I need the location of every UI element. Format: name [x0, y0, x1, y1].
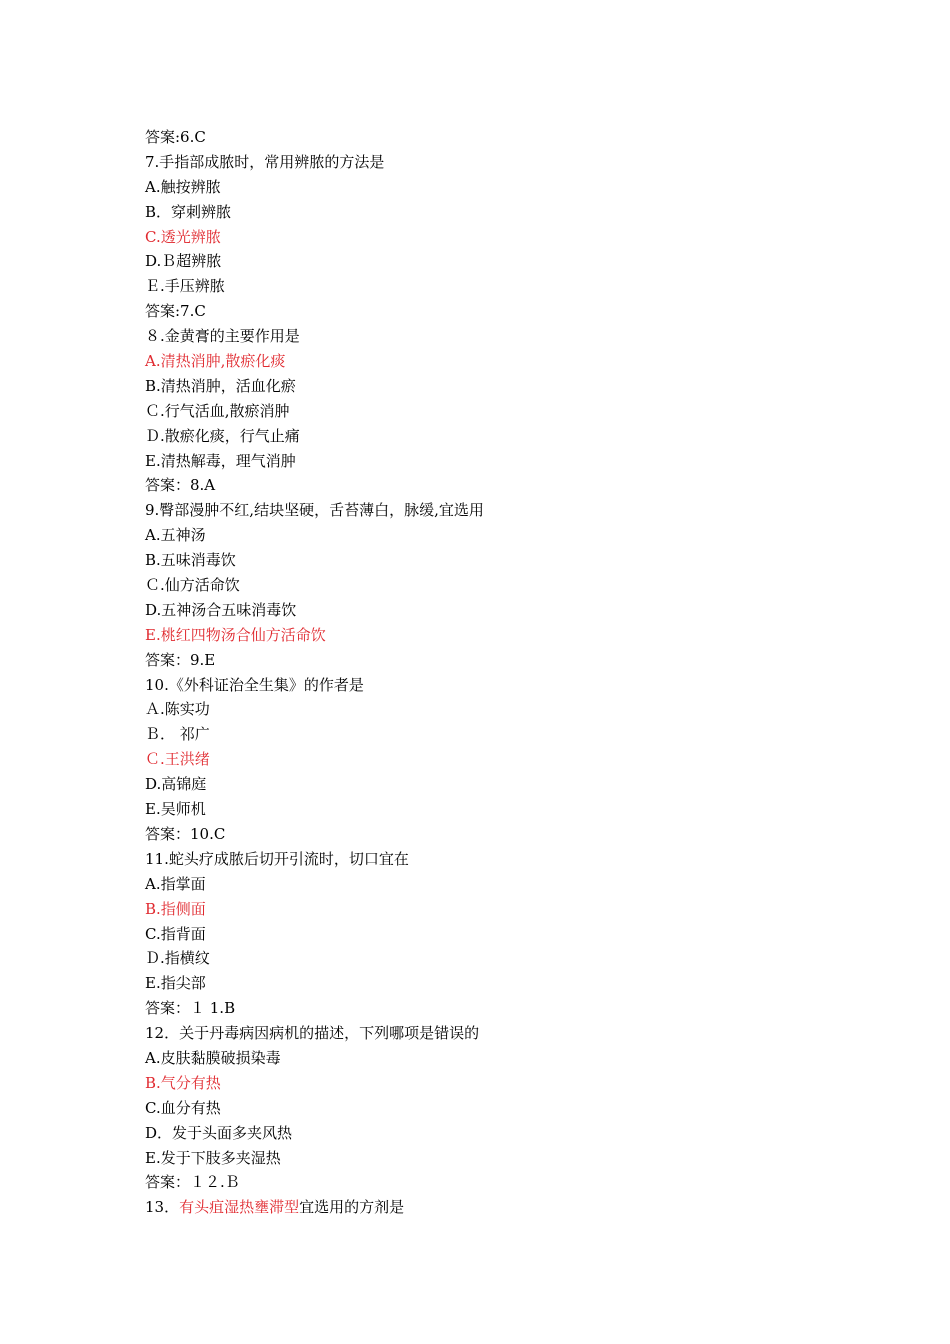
text-line: 答案:6.C [145, 128, 206, 146]
text-segment: 有头疽湿热壅滞型 [179, 1198, 300, 1217]
text-line: C.血分有热 [145, 1098, 221, 1117]
text-line: 7.手指部成脓时，常用辨脓的方法是 [145, 152, 385, 171]
text-line: Ｂ． 祁广 [145, 725, 210, 744]
text-line [145, 1195, 950, 1220]
text-segment: 宜选用的方剂是 [299, 1198, 405, 1217]
text-line: C.指背面 [145, 924, 206, 943]
text-line: B．穿刺辨脓 [145, 202, 232, 221]
text-line: B.气分有热 [145, 1073, 221, 1092]
text-line: 10.《外科证治全生集》的作者是 [145, 675, 364, 694]
text-line: Ｃ.仙方活命饮 [145, 576, 240, 595]
text-line: 11.蛇头疗成脓后切开引流时，切口宜在 [145, 849, 409, 868]
text-segment: 13． [145, 1198, 180, 1217]
text-line: D.五神汤合五味消毒饮 [145, 600, 297, 619]
text-line: 答案：9.E [145, 650, 216, 669]
text-line: B.清热消肿，活血化瘀 [145, 376, 296, 395]
text-line: 答案：10.C [145, 824, 226, 843]
text-line: 答案：8.A [145, 476, 216, 495]
text-line: E.吴师机 [145, 800, 206, 819]
text-line: E.发于下肢多夹湿热 [145, 1148, 281, 1167]
text-line: E.桃红四物汤合仙方活命饮 [145, 625, 326, 644]
text-line: E.指尖部 [145, 974, 206, 993]
text-line: C.透光辨脓 [145, 227, 221, 246]
text-line: 答案:7.C [145, 302, 206, 321]
text-line: Ａ.陈实功 [145, 700, 210, 719]
text-line: D．发于头面多夹风热 [145, 1123, 293, 1142]
text-line: Ｄ.散瘀化痰，行气止痛 [145, 426, 300, 445]
text-line: 9.臀部漫肿不红,结块坚硬，舌苔薄白，脉缓,宜选用 [145, 501, 484, 520]
text-line: Ｃ.行气活血,散瘀消肿 [145, 401, 290, 420]
text-line: B.五味消毒饮 [145, 551, 236, 570]
text-line: 12．关于丹毒病因病机的描述，下列哪项是错误的 [145, 1024, 480, 1043]
text-line: A.清热消肿,散瘀化痰 [145, 352, 286, 371]
text-line: ８.金黄膏的主要作用是 [145, 327, 300, 346]
text-line: A.指掌面 [145, 874, 206, 893]
text-line: Ｅ.手压辨脓 [145, 277, 225, 296]
text-line: A.触按辨脓 [145, 177, 221, 196]
text-line: D.高锦庭 [145, 775, 207, 794]
text-line: 答案：１ 1.B [145, 999, 236, 1018]
text-line: Ｃ.王洪绪 [145, 750, 210, 769]
text-line: A.五神汤 [145, 526, 206, 545]
text-line: A.皮肤黏膜破损染毒 [145, 1048, 281, 1067]
text-line: D.Ｂ超辨脓 [145, 252, 222, 271]
text-line: 答案：１２.Ｂ [145, 1173, 240, 1192]
text-line: E.清热解毒，理气消肿 [145, 451, 296, 470]
text-line: B.指侧面 [145, 899, 206, 918]
text-line: Ｄ.指横纹 [145, 949, 210, 968]
